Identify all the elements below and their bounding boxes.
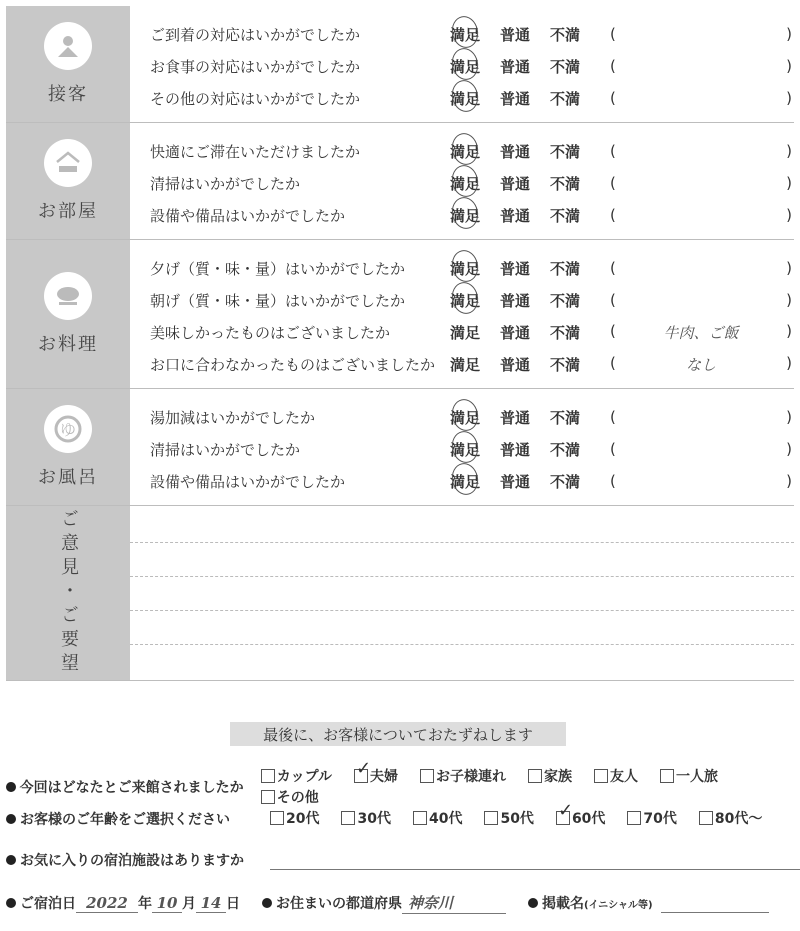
comment-field[interactable]: [610, 259, 792, 277]
bath-icon: [44, 405, 92, 453]
section: [6, 6, 794, 123]
rating-option[interactable]: 普通: [500, 89, 531, 108]
prefecture-label: お住まいの都道府県: [276, 896, 402, 912]
paren-close: ): [786, 174, 792, 192]
rating-option[interactable]: 普通: [500, 440, 531, 459]
section-questions: [130, 389, 794, 505]
checkbox[interactable]: [354, 769, 368, 783]
age-choice[interactable]: [341, 808, 390, 828]
checkbox[interactable]: [261, 790, 275, 804]
paren-close: ): [786, 353, 792, 372]
question-text: 設備や備品はいかがでしたか: [150, 472, 346, 491]
month-unit: 月: [182, 896, 196, 912]
companion-question-row: [6, 766, 800, 808]
question-row: [130, 199, 794, 231]
stay-year[interactable]: 2022: [76, 894, 138, 913]
choice-label: 20代: [286, 811, 320, 827]
question-text: 清掃はいかがでしたか: [150, 440, 301, 459]
checkbox[interactable]: [413, 811, 427, 825]
companion-choice[interactable]: [354, 766, 398, 786]
opinion-label-cell: [6, 506, 130, 680]
companion-choice[interactable]: [528, 766, 572, 786]
question-text: ご到着の対応はいかがでしたか: [150, 25, 361, 44]
rating-option[interactable]: 満足: [450, 56, 500, 77]
section-name: 接客: [48, 84, 88, 105]
favorite-question: お気に入りの宿泊施設はありますか: [20, 853, 244, 869]
opinion-label: ご意見・ご要望: [58, 509, 79, 677]
choice-label: 80代〜: [714, 811, 763, 827]
checkbox[interactable]: [556, 811, 570, 825]
rating-option[interactable]: 不満: [550, 291, 581, 310]
section-name: お風呂: [38, 467, 98, 488]
section-questions: [130, 6, 794, 122]
rating-option[interactable]: 満足: [450, 471, 500, 492]
choice-label: 家族: [544, 769, 573, 785]
comment-field[interactable]: [610, 174, 792, 192]
comment-field[interactable]: [610, 440, 792, 458]
paren-open: (: [610, 259, 616, 277]
age-choice[interactable]: [699, 808, 762, 828]
age-choice[interactable]: [627, 808, 676, 828]
comment-field[interactable]: [610, 206, 792, 224]
comment-field[interactable]: [610, 57, 792, 75]
paren-open: (: [610, 353, 616, 372]
stay-date-label: ご宿泊日: [20, 896, 76, 912]
checkbox[interactable]: [261, 769, 275, 783]
rating-option[interactable]: 満足: [450, 173, 500, 194]
room-icon: [44, 139, 92, 187]
companion-choice[interactable]: [261, 787, 319, 807]
age-choice[interactable]: [556, 808, 605, 828]
choice-label: 40代: [428, 811, 463, 827]
rating-option[interactable]: 不満: [550, 57, 581, 76]
question-text: お食事の対応はいかがでしたか: [150, 57, 361, 76]
question-row: [130, 348, 794, 380]
stay-month[interactable]: 10: [152, 894, 182, 913]
paren-open: (: [610, 408, 616, 426]
bullet-icon: [528, 898, 538, 908]
comment-text: 牛肉、ご飯: [663, 323, 739, 342]
comment-field[interactable]: [610, 25, 792, 43]
year-unit: 年: [138, 896, 152, 912]
question-text: 夕げ（質・味・量）はいかがでしたか: [150, 259, 406, 278]
companion-choice[interactable]: [594, 766, 638, 786]
dotted-line: [130, 542, 794, 543]
section: [6, 240, 794, 389]
question-text: 設備や備品はいかがでしたか: [150, 206, 346, 225]
day-unit: 日: [226, 896, 240, 912]
rating-option[interactable]: 普通: [500, 206, 531, 225]
rating-option[interactable]: 不満: [550, 174, 581, 193]
rating-option[interactable]: 満足: [450, 141, 500, 162]
age-question: お客様のご年齢をご選択ください: [20, 811, 230, 828]
companion-question: 今回はどなたとご来館されましたか: [19, 780, 244, 796]
question-text: 湯加減はいかがでしたか: [150, 408, 316, 427]
question-row: [130, 252, 794, 284]
checkbox[interactable]: [270, 811, 284, 825]
companion-choice[interactable]: [660, 766, 718, 786]
paren-close: ): [786, 408, 792, 426]
dotted-line: [130, 644, 794, 645]
prefecture-value[interactable]: 神奈川: [402, 892, 506, 914]
question-row: [130, 18, 794, 50]
paren-close: ): [786, 472, 792, 490]
paren-open: (: [610, 174, 616, 192]
stay-day[interactable]: 14: [196, 894, 226, 913]
survey-form: [6, 6, 794, 681]
rating-option[interactable]: 不満: [550, 142, 581, 161]
question-row: [130, 167, 794, 199]
choice-label: 50代: [500, 811, 534, 827]
rating-option[interactable]: 普通: [500, 142, 531, 161]
paren-close: ): [786, 142, 792, 160]
age-question-row: [6, 808, 784, 829]
section-questions: [130, 123, 794, 239]
section: [6, 389, 794, 506]
rating-option[interactable]: 満足: [450, 290, 500, 311]
cuisine-icon: [44, 272, 92, 320]
publish-name-label: 掲載名: [542, 896, 584, 912]
comment-field[interactable]: [610, 322, 792, 343]
final-heading: 最後に、お客様についておたずねします: [230, 722, 566, 746]
rating-option[interactable]: 不満: [550, 89, 581, 108]
rating-option[interactable]: 満足: [450, 439, 500, 460]
section-questions: [130, 240, 794, 388]
rating-option[interactable]: 不満: [550, 408, 581, 427]
comment-field[interactable]: [610, 142, 792, 160]
question-row: [130, 465, 794, 497]
rating-option[interactable]: 普通: [500, 174, 531, 193]
rating-option[interactable]: 普通: [500, 408, 531, 427]
rating-option[interactable]: 普通: [500, 259, 531, 278]
publish-name-note: (イニシャル等): [584, 899, 653, 911]
rating-option[interactable]: 普通: [500, 355, 531, 374]
rating-option[interactable]: 満足: [450, 355, 481, 374]
age-choices: [270, 808, 784, 829]
rating-option[interactable]: 普通: [500, 57, 531, 76]
comment-field[interactable]: [610, 89, 792, 107]
choice-label: 夫婦: [370, 769, 399, 785]
choice-label: その他: [276, 790, 319, 806]
section-label-cell: [6, 389, 130, 505]
choice-label: 友人: [610, 769, 639, 785]
checkbox[interactable]: [528, 769, 542, 783]
age-choice[interactable]: [270, 808, 319, 828]
comment-field[interactable]: [610, 408, 792, 426]
paren-open: (: [610, 89, 616, 107]
rating-option[interactable]: 不満: [550, 25, 581, 44]
rating-option[interactable]: 満足: [450, 407, 500, 428]
comment-text: なし: [685, 355, 716, 374]
paren-open: (: [610, 142, 616, 160]
rating-option[interactable]: 満足: [450, 258, 500, 279]
question-text: 美味しかったものはございましたか: [150, 323, 391, 342]
companion-choice[interactable]: [261, 766, 332, 786]
bullet-icon: [6, 782, 16, 792]
rating-option[interactable]: 不満: [550, 206, 581, 225]
checkbox[interactable]: [484, 811, 498, 825]
checkbox[interactable]: [341, 811, 355, 825]
publish-name-value[interactable]: [661, 894, 769, 913]
question-row: [130, 50, 794, 82]
stay-info-row: [6, 892, 769, 914]
paren-close: ): [786, 321, 792, 340]
paren-close: ): [786, 57, 792, 75]
rating-option[interactable]: 不満: [550, 259, 581, 278]
paren-open: (: [610, 25, 616, 43]
paren-close: ): [786, 440, 792, 458]
paren-close: ): [786, 25, 792, 43]
rating-option[interactable]: 普通: [500, 25, 531, 44]
section-name: お部屋: [38, 201, 98, 222]
paren-open: (: [610, 291, 616, 309]
choice-label: 60代: [571, 811, 606, 827]
age-choice[interactable]: [484, 808, 533, 828]
section-label-cell: [6, 6, 130, 122]
question-text: お口に合わなかったものはございましたか: [150, 355, 436, 374]
question-text: 快適にご滞在いただけましたか: [150, 142, 361, 161]
paren-close: ): [786, 206, 792, 224]
paren-open: (: [610, 472, 616, 490]
paren-open: (: [610, 57, 616, 75]
age-choice[interactable]: [413, 808, 462, 828]
choice-label: 一人旅: [676, 769, 719, 785]
favorite-question-row: [6, 850, 800, 870]
dotted-line: [130, 610, 794, 611]
paren-open: (: [610, 206, 616, 224]
rating-option[interactable]: 満足: [450, 88, 500, 109]
question-text: 朝げ（質・味・量）はいかがでしたか: [150, 291, 406, 310]
choice-label: 30代: [357, 811, 391, 827]
paren-close: ): [786, 259, 792, 277]
paren-open: (: [610, 440, 616, 458]
bullet-icon: [6, 855, 16, 865]
rating-option[interactable]: 不満: [550, 355, 581, 374]
choice-label: 70代: [643, 811, 677, 827]
choice-label: カップル: [276, 769, 333, 785]
concierge-icon: [44, 22, 92, 70]
question-row: [130, 284, 794, 316]
companion-choice[interactable]: [420, 766, 506, 786]
question-text: その他の対応はいかがでしたか: [150, 89, 361, 108]
favorite-answer[interactable]: [270, 851, 800, 870]
paren-open: (: [610, 321, 616, 340]
rating-option[interactable]: 不満: [550, 323, 581, 342]
bullet-icon: [6, 814, 16, 824]
opinion-lines[interactable]: [130, 506, 794, 680]
question-row: [130, 82, 794, 114]
question-row: [130, 433, 794, 465]
question-text: 清掃はいかがでしたか: [150, 174, 301, 193]
paren-close: ): [786, 291, 792, 309]
checkbox[interactable]: [660, 769, 674, 783]
companion-choices: [261, 766, 800, 808]
checkbox[interactable]: [420, 769, 434, 783]
question-row: [130, 401, 794, 433]
rating-option[interactable]: 満足: [450, 205, 500, 226]
checkbox[interactable]: [627, 811, 641, 825]
rating-option[interactable]: 不満: [550, 440, 581, 459]
question-row: [130, 316, 794, 348]
section-name: お料理: [38, 334, 98, 355]
choice-label: お子様連れ: [436, 769, 507, 785]
section-label-cell: [6, 123, 130, 239]
rating-option[interactable]: 満足: [450, 24, 500, 45]
section-label-cell: [6, 240, 130, 388]
rating-option[interactable]: 普通: [500, 291, 531, 310]
bullet-icon: [262, 898, 272, 908]
comment-field[interactable]: [610, 472, 792, 490]
dotted-line: [130, 576, 794, 577]
bullet-icon: [6, 898, 16, 908]
sections: [6, 6, 794, 506]
rating-option[interactable]: 普通: [500, 472, 531, 491]
comment-field[interactable]: [610, 291, 792, 309]
comment-field[interactable]: [610, 354, 792, 375]
svg-text:ゆ: ゆ: [59, 420, 77, 439]
section: [6, 123, 794, 240]
rating-option[interactable]: 普通: [500, 323, 531, 342]
checkbox[interactable]: [594, 769, 608, 783]
question-row: [130, 135, 794, 167]
rating-option[interactable]: 満足: [450, 323, 481, 342]
paren-close: ): [786, 89, 792, 107]
checkbox[interactable]: [699, 811, 713, 825]
rating-option[interactable]: 不満: [550, 472, 581, 491]
opinion-section: [6, 506, 794, 681]
